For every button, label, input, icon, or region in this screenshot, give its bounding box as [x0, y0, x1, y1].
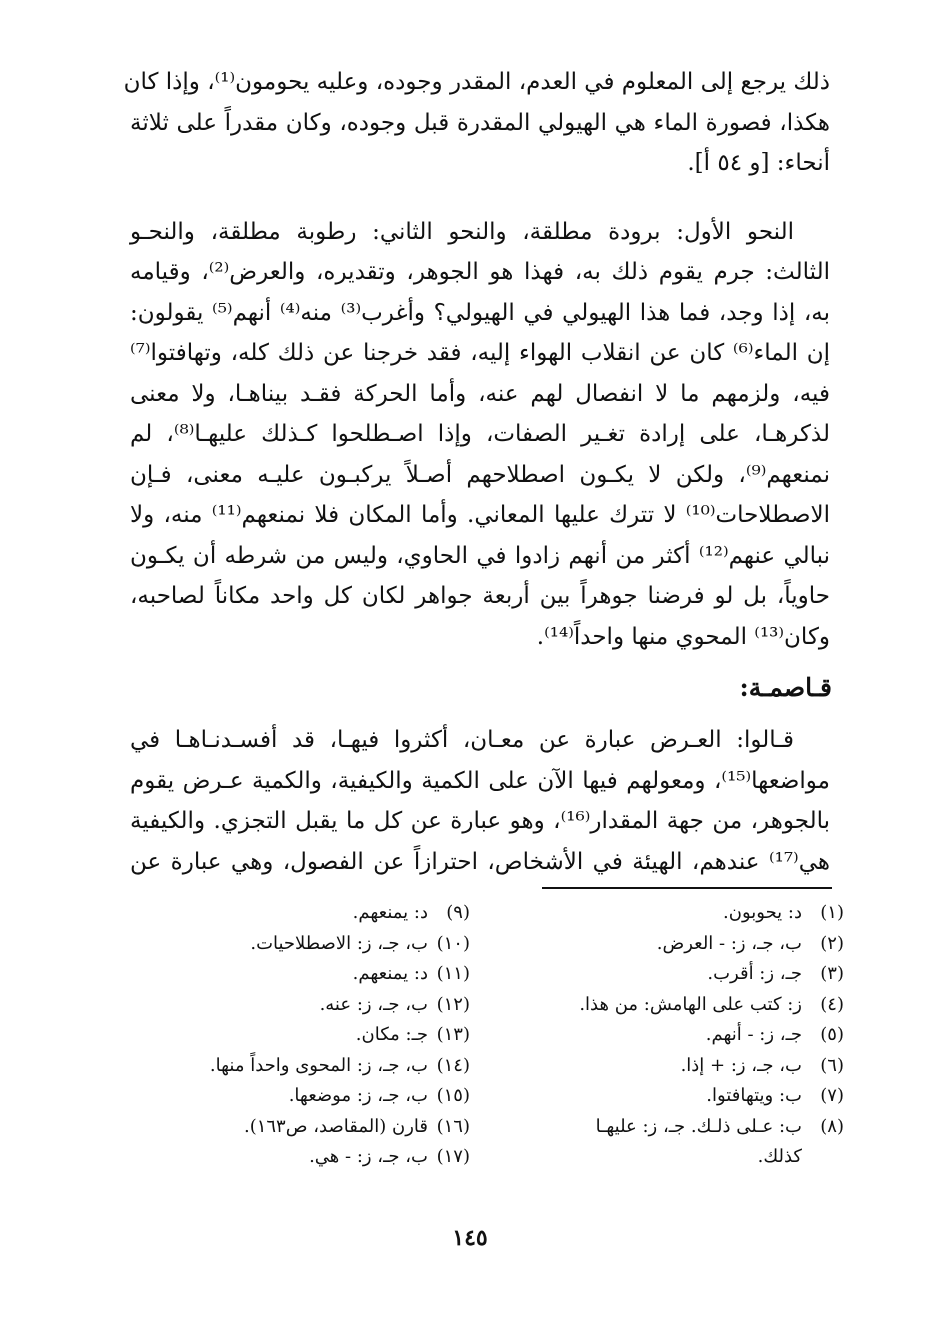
footnote-number: (١٥) [436, 1085, 470, 1106]
page-number: ١٤٥ [452, 1225, 488, 1251]
footnote-number: (١٢) [436, 993, 470, 1015]
footnote-text: ز: كتب على الهامش: من هذا. [579, 993, 802, 1015]
footnote-number: (٨) [820, 1115, 844, 1137]
footnote-text: ب، جـ، ز: عنه. [319, 993, 428, 1015]
footnote-number: (٤) [820, 993, 844, 1015]
section-heading: قـاصمـة: [739, 673, 832, 702]
main-text-block [123, 62, 830, 657]
section-paragraph [130, 720, 830, 882]
footnote-number: (٣) [820, 963, 844, 984]
footnote-text: جـ، ز: - أنهم. [705, 1024, 802, 1045]
footnote-text: د: يمنعهم. [352, 963, 428, 984]
footnote-text: د: يحوبون. [723, 902, 802, 923]
footnote-number: (٥) [820, 1024, 844, 1045]
footnote-continuation: كذلك. [757, 1146, 802, 1167]
footnote-number: (٦) [820, 1054, 844, 1076]
footnote-text: ب، جـ، ز: الاصطلاحيات. [250, 932, 428, 954]
footnote-item [524, 1081, 844, 1112]
body-line: إن الماء⁽⁶⁾ كان عن انقلاب الهواء إليه، فقد خرجنا عن ذلك كله، وتهافتوا⁽⁷⁾ [130, 340, 830, 366]
body-line: نبالي عنهم⁽¹²⁾ أكثر من أنهم زادوا في الحاوي، وليس من شرطه أن يكـون [130, 542, 830, 569]
footnote-number: (١٧) [436, 1146, 470, 1167]
footnote-number: (٢) [820, 932, 844, 954]
footnote-item [524, 1020, 844, 1051]
footnote-item [130, 1112, 470, 1143]
footnote-item [130, 1020, 470, 1051]
footnote-item [130, 1051, 470, 1082]
body-line: حاوياً، بل لو فرضنا جوهراً بين أربعة جواهر لكان كل واحد مكاناً لصاحبه، [130, 583, 830, 609]
footnote-item [130, 1142, 470, 1173]
body-line: فيه، ولزمهم ما لا انفصال لهم عنه، وأما الحركة فقـد بيناهـا، ولا معنى [130, 380, 830, 407]
footnote-item [524, 898, 844, 929]
footnote-item [524, 929, 844, 960]
footnote-text: قارن (المقاصد، ص١٦٣). [243, 1115, 428, 1137]
footnote-number: (١٠) [436, 932, 470, 954]
footnote-text: ب: عـلى ذلـك. جـ، ز: عليهـا [595, 1115, 802, 1137]
footnote-item [524, 1051, 844, 1082]
footnote-text: ب: ويتهافتوا. [706, 1085, 802, 1106]
body-line: هكذا، فصورة الماء هي الهيولي المقدرة قبل وجوده، وكان مقدراً على ثلاثة [130, 109, 830, 136]
body-line: الثالث: جرم يقوم ذلك به، فهذا هو الجوهر، وتقديره، والعرض⁽²⁾، وقيامه [130, 259, 830, 285]
body-line: لذكرهـا، على إرادة تغـير الصفات، وإذا اصـطلحوا كـذلك عليهـا⁽⁸⁾، لم [130, 421, 830, 447]
footnote-text: ب، جـ، ز: - هي. [309, 1146, 428, 1167]
footnote-text: د: يمنعهم. [352, 902, 428, 923]
paragraph-gap [130, 184, 830, 212]
footnote-number: (٩) [446, 902, 470, 923]
footnote-item [524, 1112, 844, 1143]
body-line: النحو الأول: برودة مطلقة، والنحو الثاني: رطوبة مطلقة، والنحـو [130, 218, 794, 245]
body-line: أنحاء: [و ٥٤ أ]. [687, 150, 830, 176]
body-line: نمنعهم⁽⁹⁾، ولكن لا يكـون اصطلاحهم أصـلاً يركبـون عليـه معنى، فـإن [130, 461, 830, 488]
footnote-text: ب، جـ، ز: + إذا. [680, 1054, 802, 1076]
footnote-number: (٧) [820, 1085, 844, 1106]
footnote-item [130, 959, 470, 990]
footnote-item [130, 898, 470, 929]
footnotes-left-column [130, 898, 470, 1173]
footnote-divider [542, 887, 832, 889]
body-line: بالجوهر، من جهة المقدار⁽¹⁶⁾، وهو عبارة عن كل ما يقبل التجزي. والكيفية [130, 808, 830, 834]
footnote-item [524, 959, 844, 990]
footnote-number: (١) [820, 902, 844, 923]
footnote-number: (١٦) [436, 1115, 470, 1137]
footnote-item [130, 1081, 470, 1112]
body-line: قـالوا: العـرض عبارة عن معـان، أكثروا فيهـا، قد أفسـدنـاهـا في [130, 727, 794, 753]
footnote-number: (١١) [436, 963, 470, 984]
footnote-number: (١٣) [436, 1024, 470, 1045]
footnote-item [524, 990, 844, 1021]
footnote-text: جـ: مكان. [355, 1024, 428, 1045]
body-line: ذلك يرجع إلى المعلوم في العدم، المقدر وجوده، وعليه يحومون⁽¹⁾، وإذا كان [123, 69, 830, 95]
body-line: الاصطلاحات⁽¹⁰⁾ لا تترك عليها المعاني. وأما المكان فلا نمنعهم⁽¹¹⁾ منه، ولا [130, 502, 830, 528]
footnote-text: جـ، ز: أقرب. [707, 963, 802, 984]
footnote-item [130, 929, 470, 960]
footnote-text: ب، جـ، ز: موضعها. [288, 1085, 428, 1106]
body-line: وكان⁽¹³⁾ المحوي منها واحداً⁽¹⁴⁾. [536, 623, 830, 650]
footnote-item [130, 990, 470, 1021]
footnotes-right-column [524, 898, 844, 1173]
body-line: مواضعها⁽¹⁵⁾، ومعولهم فيها الآن على الكمية والكيفية، والكمية عـرض يقوم [130, 767, 830, 794]
footnote-number: (١٤) [436, 1054, 470, 1076]
body-line: به، إذا وجد، فما هذا الهيولي في الهيولي؟ وأغرب⁽³⁾ منه⁽⁴⁾ أنهم⁽⁵⁾ يقولون: [130, 299, 830, 326]
body-line: هي⁽¹⁷⁾ عندهم، الهيئة في الأشخاص، احترازاً عن الفصول، وهي عبارة عن [130, 848, 830, 875]
footnote-text: ب، جـ، ز: المحوى واحداً منها. [209, 1054, 428, 1076]
footnote-text: ب، جـ، ز: - العرض. [656, 932, 802, 954]
